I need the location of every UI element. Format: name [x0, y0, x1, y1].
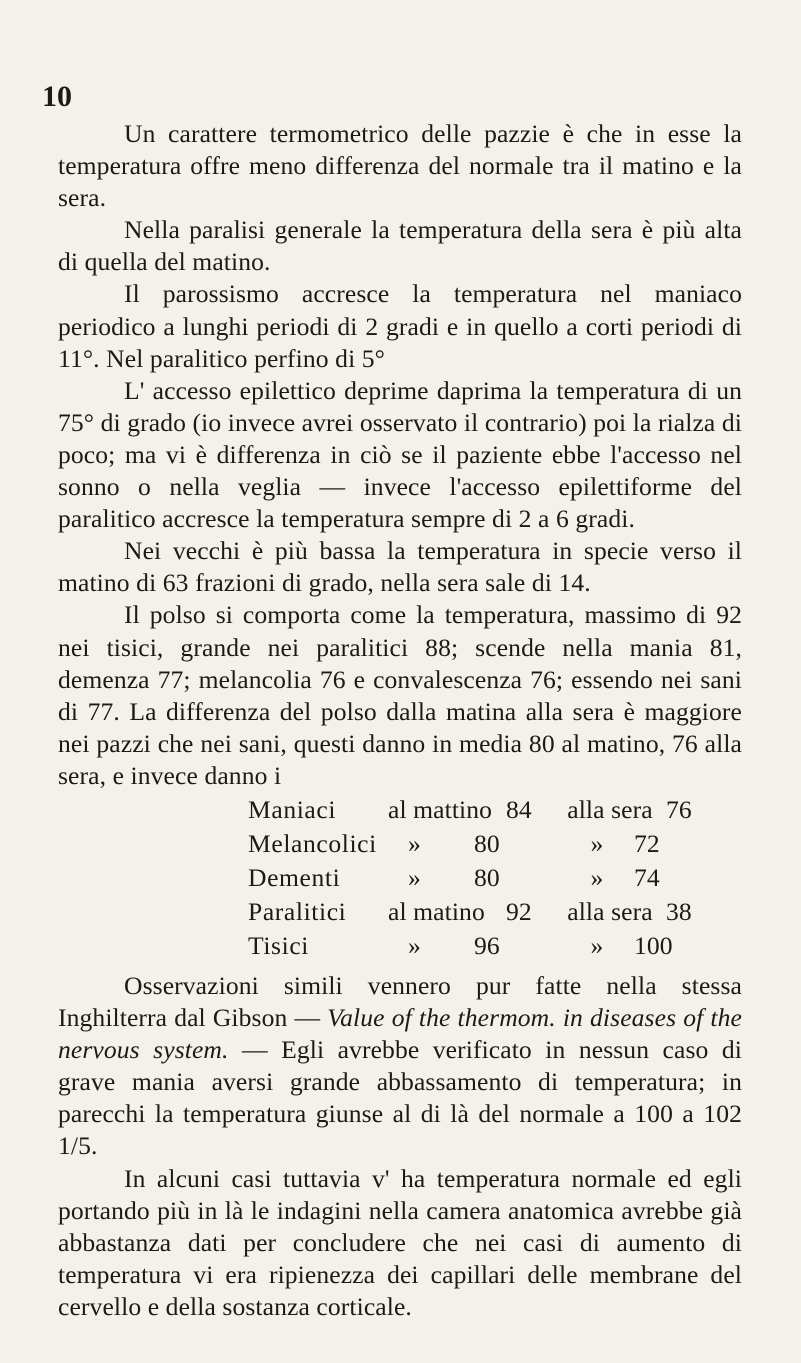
table-row [248, 862, 742, 896]
table-row [248, 828, 742, 862]
pulse-table [58, 794, 742, 964]
row-first-label: » [408, 862, 421, 892]
table-row [248, 794, 742, 828]
row-name: Paralitici [248, 896, 347, 926]
paragraph-7-before: Osservazioni simili vennero pur fatte nella stessa Inghilterra dal Gibson — [58, 970, 742, 1033]
paragraph-7 [58, 970, 742, 1163]
row-second-value: 100 [634, 930, 673, 960]
row-first-value: 92 [506, 896, 532, 926]
row-first-value: 80 [474, 862, 500, 892]
paragraph-7-after: — Egli avrebbe verificato in nessun caso di grave mania aversi grande abbassamento di temperatura; in parecchi la temperatura giunse al di là del normale a 100 a 102 1/5. [58, 1035, 742, 1161]
row-second-label: » [590, 828, 604, 858]
paragraph-2: Nella paralisi generale la temperatura della sera è più alta di quella del matino. [58, 215, 742, 277]
row-name: Tisici [248, 930, 309, 960]
table-row [248, 930, 742, 964]
row-first-value: 80 [474, 828, 500, 858]
row-second-value: 76 [666, 794, 692, 824]
paragraph-3: Il parossismo accresce la temperatura nel maniaco periodico a lunghi periodi di 2 gradi e in quello a corti periodi di 11°. Nel paralitico perfino di 5° [58, 279, 742, 373]
row-first-label: al mattino [388, 794, 493, 824]
row-second-value: 72 [634, 828, 660, 858]
page-number: 10 [42, 80, 72, 113]
table-row [248, 896, 742, 930]
row-first-label: al matino [388, 896, 485, 926]
row-name: Maniaci [248, 794, 337, 824]
main-text [58, 118, 742, 1323]
paragraph-5: Nei vecchi è più bassa la temperatura in specie verso il matino di 63 frazioni di grado, nella sera sale di 14. [58, 536, 742, 598]
row-first-label: » [408, 930, 421, 960]
cited-work-title: Value of the thermom. in diseases of the nervous system. [58, 1003, 742, 1065]
row-second-value: 38 [666, 896, 692, 926]
row-first-label: » [408, 828, 421, 858]
row-name: Melancolici [248, 828, 377, 858]
paragraph-8: In alcuni casi tuttavia v' ha temperatura normale ed egli portando più in là le indagini nella camera anatomica avrebbe già abbastanza dati per concludere che nei casi di aumento di temperatura vi era ripienezza dei capillari delle membrane del cervello e della sostanza corticale. [58, 1163, 742, 1321]
row-second-label: alla sera [567, 896, 653, 926]
row-name: Dementi [248, 862, 341, 892]
paragraph-1: Un carattere termometrico delle pazzie è che in esse la temperatura offre meno differenza del normale tra il matino e la sera. [58, 119, 742, 213]
row-second-label: » [590, 862, 604, 892]
paragraph-4: L' accesso epilettico deprime daprima la temperatura di un 75° di grado (io invece avrei osservato il contrario) poi la rialza di poco; ma vi è differenza in ciò se il paziente ebbe l'accesso nel sonno o nella veglia — invece l'accesso epilettiforme del paralitico accresce la temperatura sempre di 2 a 6 gradi. [58, 375, 742, 534]
row-first-value: 96 [474, 930, 500, 960]
row-first-value: 84 [506, 794, 532, 824]
row-second-value: 74 [634, 862, 660, 892]
row-second-label: » [590, 930, 604, 960]
paragraph-6: Il polso si comporta come la temperatura, massimo di 92 nei tisici, grande nei paralitici 88; scende nella mania 81, demenza 77; melancolia 76 e convalescenza 76; essendo nei sani di 77. La differenza del polso dalla matina alla sera è maggiore nei pazzi che nei sani, questi danno in media 80 al matino, 76 alla sera, e invece danno i [58, 600, 742, 790]
row-second-label: alla sera [567, 794, 653, 824]
